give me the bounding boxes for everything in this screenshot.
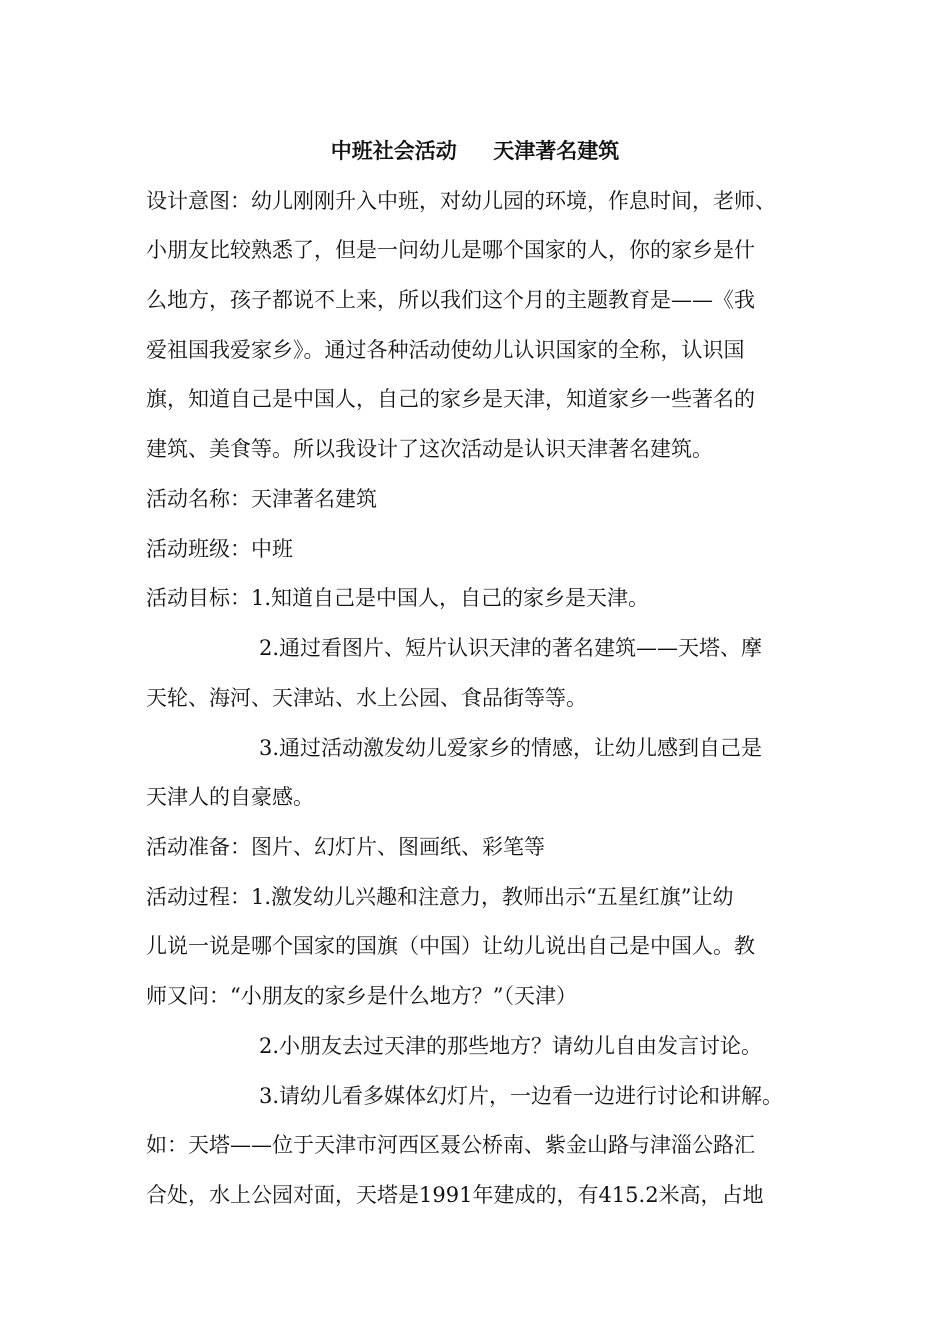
activity-goal-line: 天轮、海河、天津站、水上公园、食品街等等。 bbox=[146, 686, 587, 710]
paragraph-line: 爱祖国我爱家乡》。通过各种活动使幼儿认识国家的全称，认识国 bbox=[146, 338, 745, 362]
activity-goal-line: 天津人的自豪感。 bbox=[146, 785, 314, 809]
activity-process-line: 2.小朋友去过天津的那些地方？请幼儿自由发言讨论。 bbox=[259, 1034, 763, 1058]
activity-process-line: 如：天塔——位于天津市河西区聂公桥南、紫金山路与津淄公路汇 bbox=[146, 1133, 755, 1157]
activity-process-line: 3.请幼儿看多媒体幻灯片，一边看一边进行讨论和讲解。 bbox=[259, 1084, 784, 1108]
paragraph-line: 设计意图：幼儿刚刚升入中班，对幼儿园的环境，作息时间，老师、 bbox=[146, 189, 776, 213]
activity-process-line: 合处，水上公园对面，天塔是1991年建成的，有415.2米高，占地 bbox=[146, 1183, 764, 1207]
document-title: 中班社会活动 天津著名建筑 bbox=[330, 139, 620, 163]
paragraph-line: 么地方，孩子都说不上来，所以我们这个月的主题教育是——《我 bbox=[146, 288, 755, 312]
activity-process-line: 活动过程：1.激发幼儿兴趣和注意力，教师出示“五星红旗”让幼 bbox=[146, 885, 734, 909]
paragraph-line: 小朋友比较熟悉了，但是一问幼儿是哪个国家的人，你的家乡是什 bbox=[146, 238, 755, 262]
activity-name-line: 活动名称：天津著名建筑 bbox=[146, 487, 377, 511]
activity-prep-line: 活动准备：图片、幻灯片、图画纸、彩笔等 bbox=[146, 835, 545, 859]
activity-goal-line: 活动目标：1.知道自己是中国人，自己的家乡是天津。 bbox=[146, 586, 650, 610]
activity-class-line: 活动班级：中班 bbox=[146, 537, 293, 561]
activity-goal-line: 3.通过活动激发幼儿爱家乡的情感，让幼儿感到自己是 bbox=[259, 736, 763, 760]
activity-goal-line: 2.通过看图片、短片认识天津的著名建筑——天塔、摩 bbox=[259, 636, 763, 660]
activity-process-line: 儿说一说是哪个国家的国旗（中国）让幼儿说出自己是中国人。教 bbox=[146, 934, 755, 958]
paragraph-line: 建筑、美食等。所以我设计了这次活动是认识天津著名建筑。 bbox=[146, 437, 713, 461]
paragraph-line: 旗，知道自己是中国人，自己的家乡是天津，知道家乡一些著名的 bbox=[146, 387, 755, 411]
activity-process-line: 师又问：“小朋友的家乡是什么地方？”（天津） bbox=[146, 984, 577, 1008]
